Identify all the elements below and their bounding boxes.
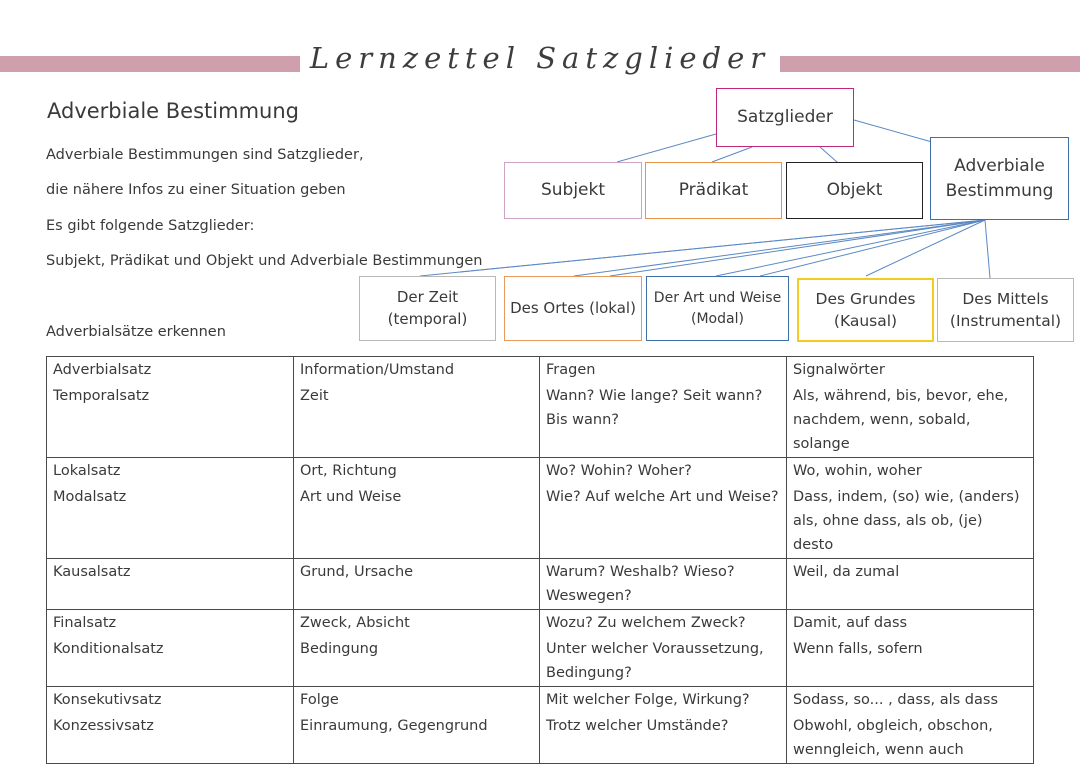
connector-line bbox=[712, 147, 752, 162]
header-cell: Information/Umstand bbox=[294, 357, 540, 384]
page-title: Lernzettel Satzglieder bbox=[300, 40, 780, 76]
type-label-line2: (Instrumental) bbox=[949, 312, 1062, 330]
table-cell: Art und Weise bbox=[294, 484, 540, 559]
header-cell: Fragen bbox=[540, 357, 787, 384]
header-cell: Signalwörter bbox=[787, 357, 1034, 384]
part-label: Subjekt bbox=[540, 180, 606, 201]
connector-line bbox=[760, 220, 985, 276]
table-header-row bbox=[47, 357, 1034, 384]
type-label-line2: (Kausal) bbox=[833, 312, 898, 330]
table-row bbox=[47, 687, 1034, 714]
part-label-line1: Adverbiale bbox=[954, 155, 1045, 176]
type-label-line2: (temporal) bbox=[387, 309, 468, 328]
table-cell: Wozu? Zu welchem Zweck? bbox=[540, 610, 787, 637]
adverbiale-bestimmung-box bbox=[930, 137, 1069, 220]
type-label-line1: Der Zeit bbox=[396, 287, 459, 306]
table-cell: Kausalsatz bbox=[47, 559, 294, 610]
intro-line: Es gibt folgende Satzglieder: bbox=[46, 218, 255, 234]
type-label-line1: Des Grundes bbox=[815, 289, 916, 308]
table-cell: Als, während, bis, bevor, ehe, nachdem, wenn, sobald, solange bbox=[787, 383, 1034, 458]
satzglieder-root-box bbox=[716, 88, 854, 147]
table-cell: Einraumung, Gegengrund bbox=[294, 713, 540, 764]
type-box-modal bbox=[646, 276, 789, 341]
table-cell: Weil, da zumal bbox=[787, 559, 1034, 610]
type-label-line1: Des Mittels bbox=[962, 289, 1049, 308]
table-cell: Unter welcher Voraussetzung, Bedingung? bbox=[540, 636, 787, 687]
table-row bbox=[47, 484, 1034, 559]
type-box-instrumental bbox=[937, 278, 1074, 342]
objekt-box bbox=[786, 162, 923, 219]
type-box-temporal bbox=[359, 276, 496, 341]
type-label-line2: (Modal) bbox=[691, 310, 744, 327]
connector-line bbox=[854, 120, 932, 142]
table-row bbox=[47, 610, 1034, 637]
table-cell: Temporalsatz bbox=[47, 383, 294, 458]
connector-line bbox=[610, 220, 985, 276]
table-cell: Finalsatz bbox=[47, 610, 294, 637]
table-cell: Sodass, so... , dass, als dass bbox=[787, 687, 1034, 714]
table-row bbox=[47, 713, 1034, 764]
table-cell: Wie? Auf welche Art und Weise? bbox=[540, 484, 787, 559]
table-row bbox=[47, 383, 1034, 458]
part-label: Prädikat bbox=[678, 180, 749, 201]
table-cell: Konditionalsatz bbox=[47, 636, 294, 687]
table-row bbox=[47, 458, 1034, 485]
table-cell: Mit welcher Folge, Wirkung? bbox=[540, 687, 787, 714]
adverbialsatz-table bbox=[46, 356, 1034, 764]
intro-line: Subjekt, Prädikat und Objekt und Adverbiale Bestimmungen bbox=[46, 253, 483, 269]
table-cell: Konsekutivsatz bbox=[47, 687, 294, 714]
subjekt-box bbox=[504, 162, 642, 219]
connector-line bbox=[574, 220, 985, 276]
table-cell: Folge bbox=[294, 687, 540, 714]
intro-line: die nähere Infos zu einer Situation geben bbox=[46, 182, 346, 198]
table-cell: Trotz welcher Umstände? bbox=[540, 713, 787, 764]
table-cell: Ort, Richtung bbox=[294, 458, 540, 485]
section-heading: Adverbiale Bestimmung bbox=[47, 99, 299, 123]
table-cell: Grund, Ursache bbox=[294, 559, 540, 610]
table-cell: Zweck, Absicht bbox=[294, 610, 540, 637]
table-heading: Adverbialsätze erkennen bbox=[46, 324, 226, 340]
table-cell: Dass, indem, (so) wie, (anders) als, ohne dass, als ob, (je) desto bbox=[787, 484, 1034, 559]
connector-line bbox=[985, 220, 990, 278]
table-cell: Modalsatz bbox=[47, 484, 294, 559]
root-label: Satzglieder bbox=[737, 107, 833, 128]
table-cell: Wann? Wie lange? Seit wann? Bis wann? bbox=[540, 383, 787, 458]
table-row bbox=[47, 559, 1034, 610]
praedikat-box bbox=[645, 162, 782, 219]
table-cell: Wenn falls, sofern bbox=[787, 636, 1034, 687]
table-cell: Bedingung bbox=[294, 636, 540, 687]
intro-line: Adverbiale Bestimmungen sind Satzglieder, bbox=[46, 147, 364, 163]
type-box-lokal bbox=[504, 276, 642, 341]
header-cell: Adverbialsatz bbox=[47, 357, 294, 384]
part-label: Objekt bbox=[826, 180, 883, 201]
type-box-kausal bbox=[797, 278, 934, 342]
table-cell: Warum? Weshalb? Wieso? Weswegen? bbox=[540, 559, 787, 610]
part-label-line2: Bestimmung bbox=[945, 180, 1054, 201]
table-cell: Zeit bbox=[294, 383, 540, 458]
table-cell: Obwohl, obgleich, obschon, wenngleich, wenn auch bbox=[787, 713, 1034, 764]
connector-line bbox=[716, 220, 985, 276]
table-row bbox=[47, 636, 1034, 687]
table-cell: Konzessivsatz bbox=[47, 713, 294, 764]
table-cell: Damit, auf dass bbox=[787, 610, 1034, 637]
table-cell: Wo, wohin, woher bbox=[787, 458, 1034, 485]
type-label-line1: Der Art und Weise bbox=[653, 290, 782, 307]
connector-line bbox=[617, 134, 716, 162]
table-cell: Wo? Wohin? Woher? bbox=[540, 458, 787, 485]
connector-line bbox=[460, 220, 985, 272]
type-label-line1: Des Ortes (lokal) bbox=[510, 298, 636, 317]
table-cell: Lokalsatz bbox=[47, 458, 294, 485]
